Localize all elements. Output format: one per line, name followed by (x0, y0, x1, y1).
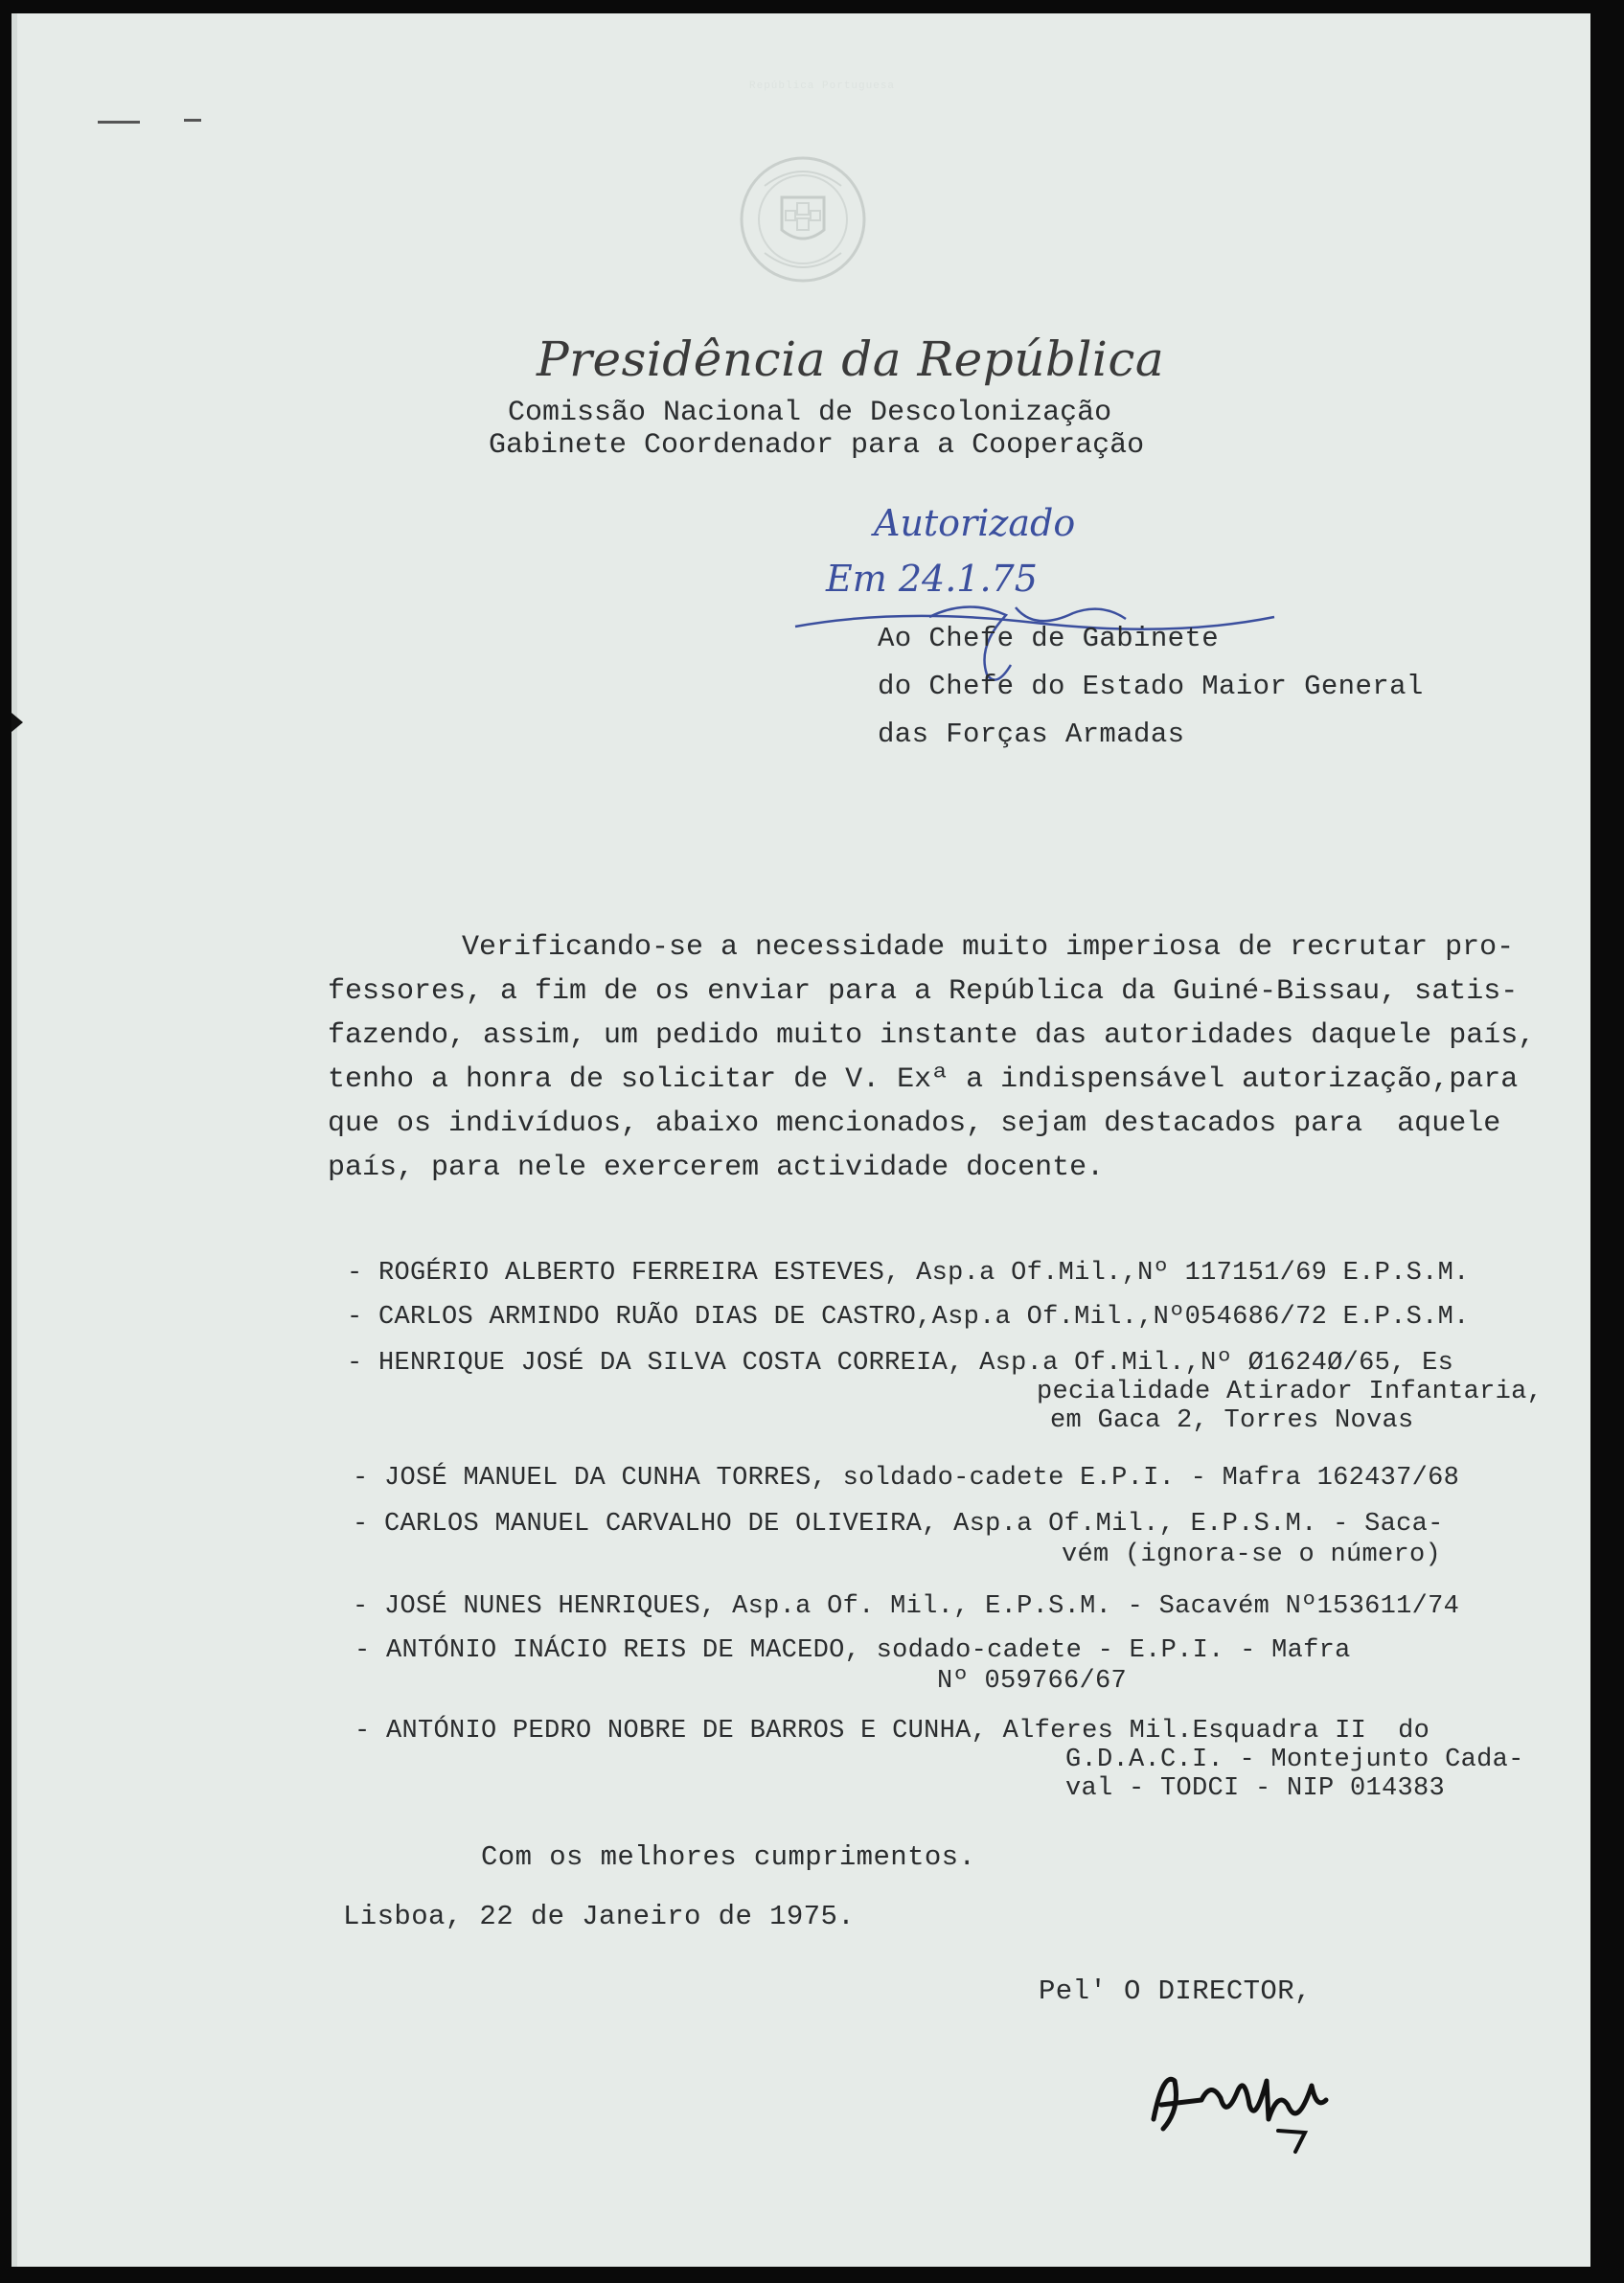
personnel-entry-7-cont: Nº 059766/67 (937, 1667, 1128, 1696)
letterhead-commission: Comissão Nacional de Descolonização (508, 397, 1112, 429)
handwritten-date: Em 24.1.75 (826, 558, 1038, 600)
personnel-entry-1: - ROGÉRIO ALBERTO FERREIRA ESTEVES, Asp.a Of.Mil.,Nº 117151/69 E.P.S.M. (347, 1259, 1470, 1288)
personnel-entry-4: - JOSÉ MANUEL DA CUNHA TORRES, soldado-cadete E.P.I. - Mafra 162437/68 (353, 1464, 1460, 1493)
place-date: Lisboa, 22 de Janeiro de 1975. (343, 1901, 856, 1932)
personnel-entry-3-cont: pecialidade Atirador Infantaria, (1037, 1378, 1544, 1406)
personnel-entry-5: - CARLOS MANUEL CARVALHO DE OLIVEIRA, Asp.a Of.Mil., E.P.S.M. - Saca- (353, 1510, 1444, 1539)
closing-line: Com os melhores cumprimentos. (481, 1841, 976, 1873)
document-page (11, 13, 1590, 2267)
edge-mark (184, 119, 201, 122)
letterhead-title: Presidência da República (537, 331, 1165, 387)
personnel-entry-8: - ANTÓNIO PEDRO NOBRE DE BARROS E CUNHA, Alferes Mil.Esquadra II do (355, 1717, 1430, 1746)
body-line: fessores, a fim de os enviar para a República da Guiné-Bissau, satis- (328, 975, 1519, 1008)
recipient-line-2: do Chefe do Estado Maior General (878, 671, 1424, 702)
personnel-entry-3: - HENRIQUE JOSÉ DA SILVA COSTA CORREIA, Asp.a Of.Mil.,Nº Ø1624Ø/65, Es (347, 1349, 1454, 1378)
body-line: que os indivíduos, abaixo mencionados, sejam destacados para aquele (328, 1107, 1501, 1140)
page-edge (11, 13, 17, 2267)
punch-mark (11, 713, 23, 732)
personnel-entry-2: - CARLOS ARMINDO RUÃO DIAS DE CASTRO,Asp.a Of.Mil.,Nº054686/72 E.P.S.M. (347, 1303, 1470, 1332)
handwritten-authorization: Autorizado (874, 502, 1076, 544)
body-line: tenho a honra de solicitar de V. Exª a indispensável autorização,para (328, 1063, 1519, 1096)
personnel-entry-6: - JOSÉ NUNES HENRIQUES, Asp.a Of. Mil., E.P.S.M. - Sacavém Nº153611/74 (353, 1592, 1460, 1621)
signatory-label: Pel' O DIRECTOR, (1039, 1975, 1312, 2007)
body-line: Verificando-se a necessidade muito imperiosa de recrutar pro- (462, 931, 1515, 964)
personnel-entry-8-cont: val - TODCI - NIP 014383 (1065, 1774, 1446, 1803)
personnel-entry-5-cont: vém (ignora-se o número) (1062, 1541, 1442, 1569)
signature-icon (1134, 2052, 1355, 2157)
body-line: fazendo, assim, um pedido muito instante das autoridades daquele país, (328, 1019, 1536, 1052)
recipient-line-1: Ao Chefe de Gabinete (878, 623, 1220, 654)
personnel-entry-3-cont: em Gaca 2, Torres Novas (1050, 1406, 1414, 1435)
letterhead-office: Gabinete Coordenador para a Cooperação (489, 429, 1145, 462)
personnel-entry-7: - ANTÓNIO INÁCIO REIS DE MACEDO, sodado-cadete - E.P.I. - Mafra (355, 1636, 1351, 1665)
recipient-line-3: das Forças Armadas (878, 719, 1185, 750)
edge-mark (98, 121, 140, 124)
embossed-seal-icon (736, 148, 870, 291)
signature-name (1152, 2159, 1156, 2160)
body-line: país, para nele exercerem actividade docente. (328, 1152, 1105, 1184)
seal-legend: República Portuguesa (749, 80, 896, 92)
personnel-entry-8-cont: G.D.A.C.I. - Montejunto Cada- (1065, 1746, 1524, 1774)
